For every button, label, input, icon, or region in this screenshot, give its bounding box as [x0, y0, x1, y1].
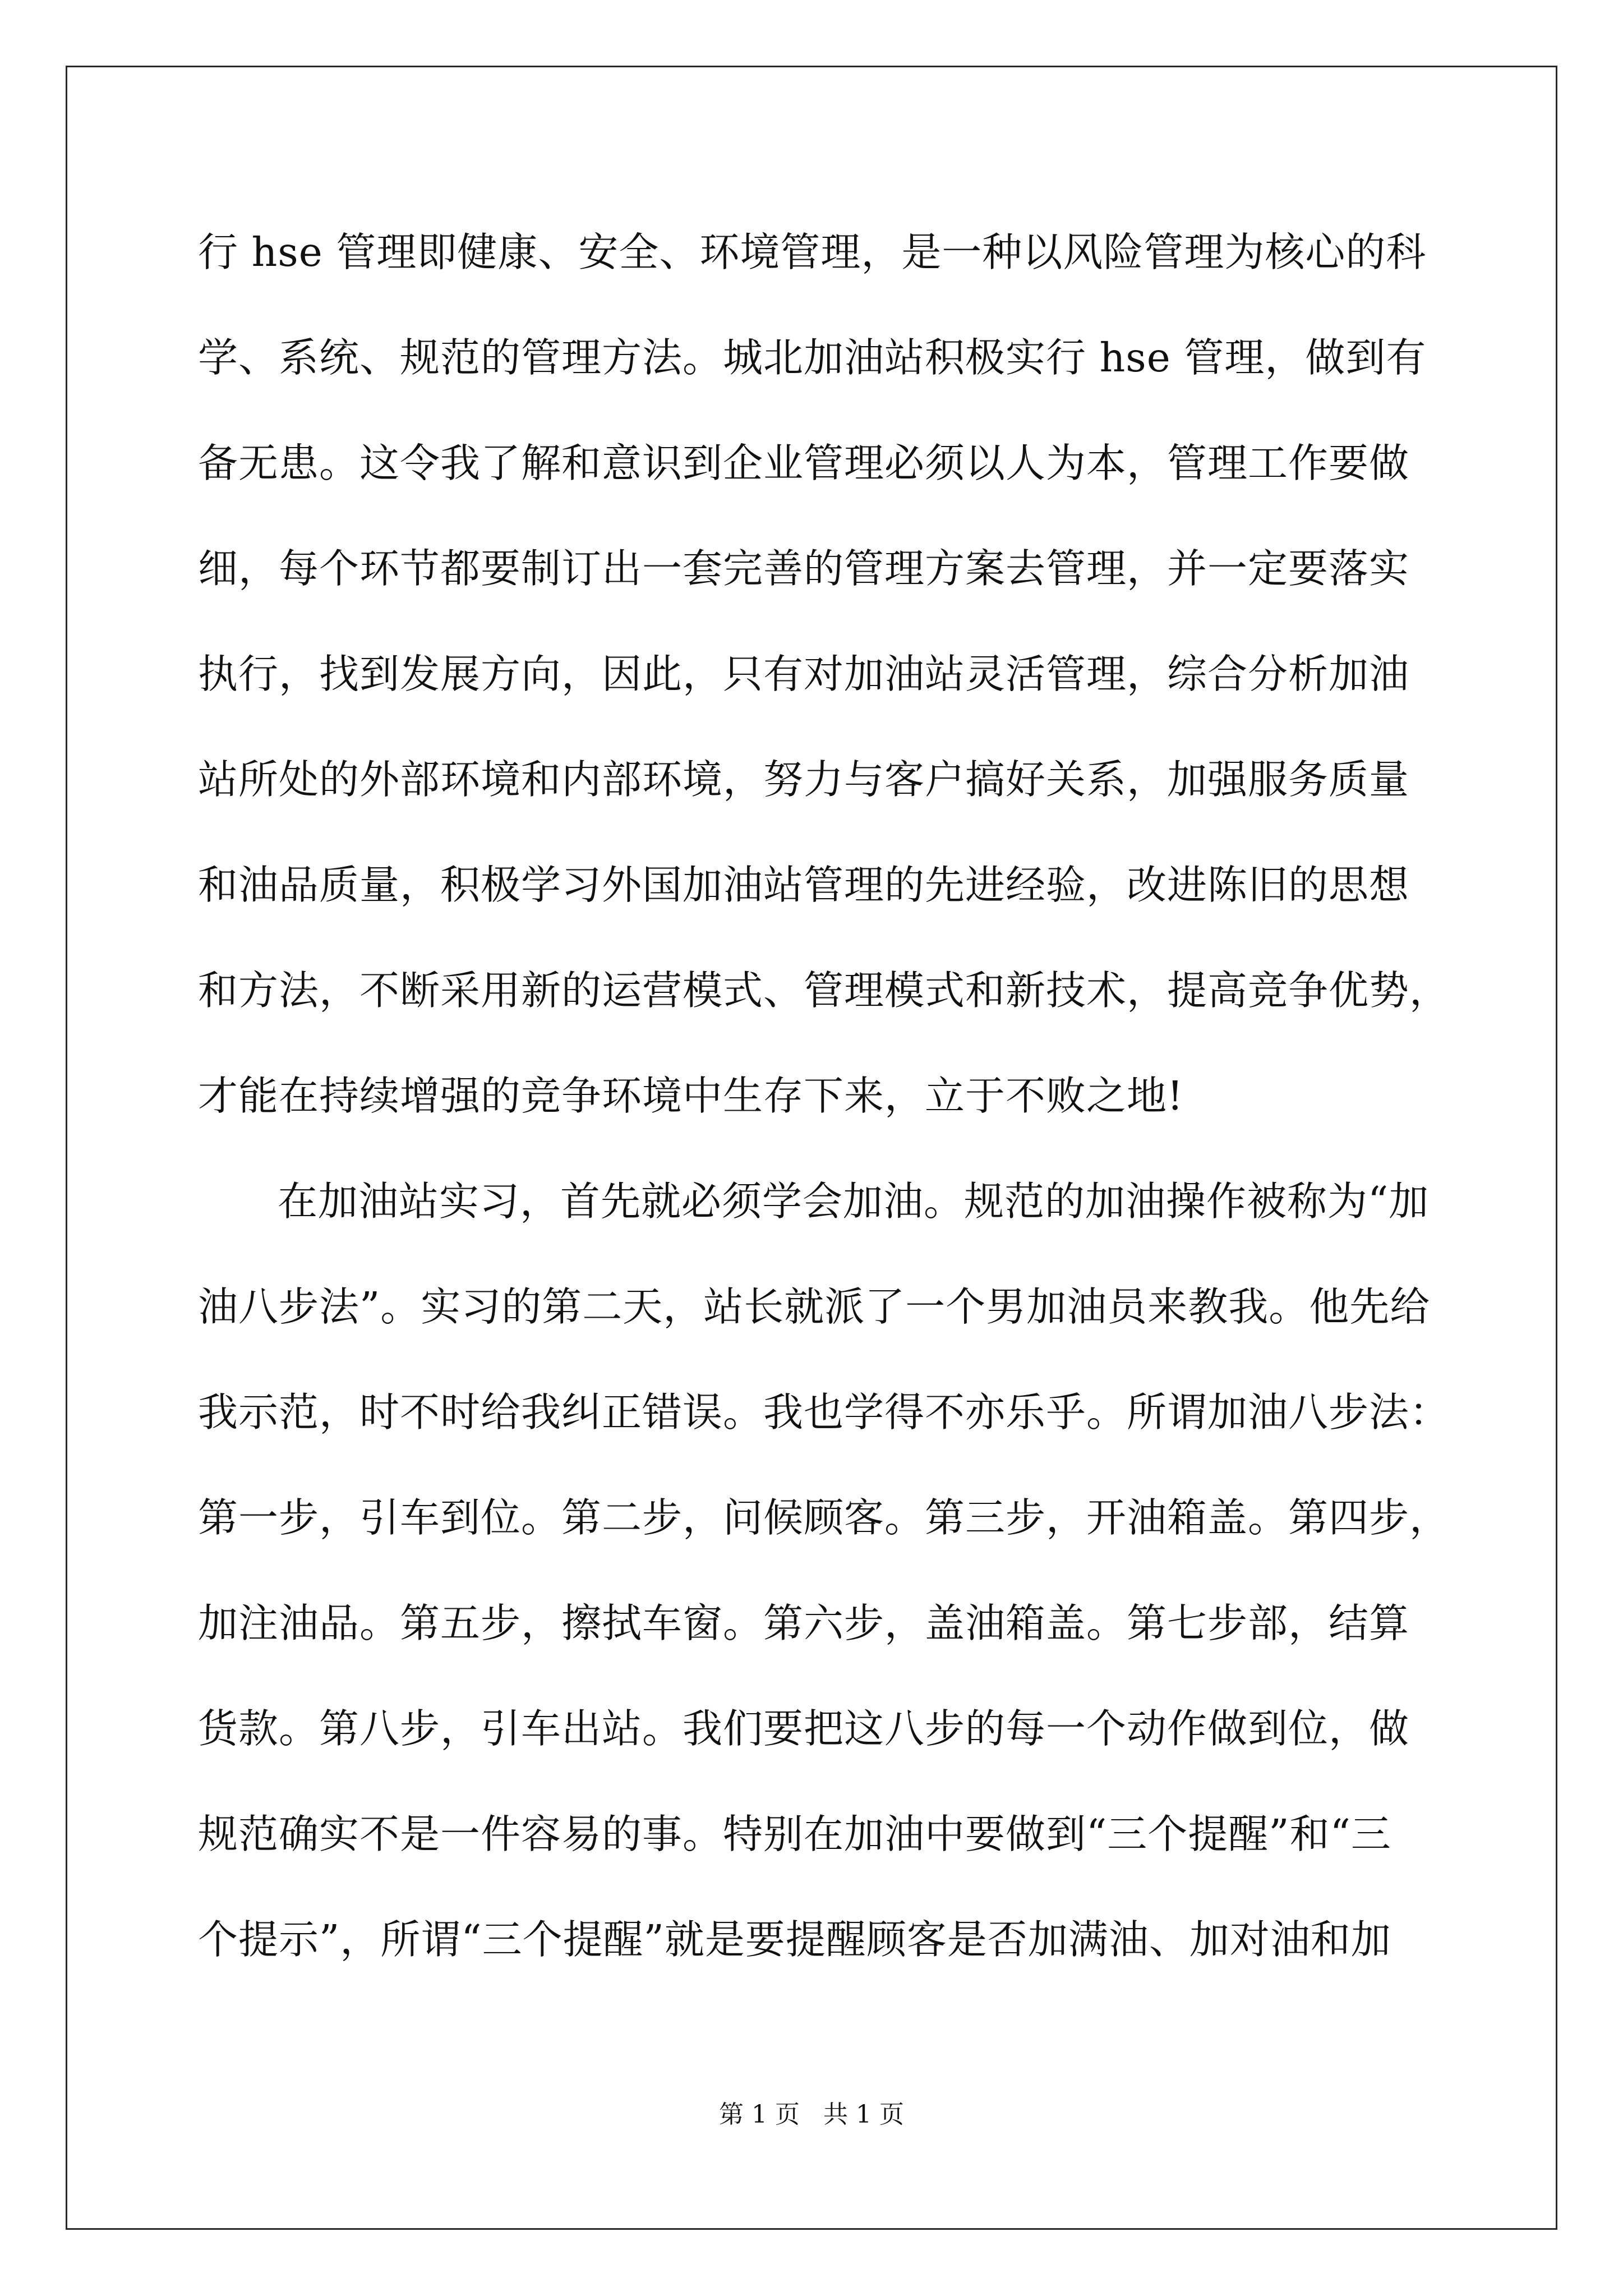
text-line: 加注油品。第五步，擦拭车窗。第六步，盖油箱盖。第七步部，结算	[198, 1600, 1410, 1646]
text-line: 货款。第八步，引车出站。我们要把这八步的每一个动作做到位，做	[198, 1705, 1410, 1752]
text-line: 执行，找到发展方向，因此，只有对加油站灵活管理，综合分析加油	[198, 651, 1410, 697]
text-line: 个提示”，所谓“三个提醒”就是要提醒顾客是否加满油、加对油和加	[198, 1916, 1391, 1963]
text-line: 我示范，时不时给我纠正错误。我也学得不亦乐乎。所谓加油八步法：	[198, 1389, 1450, 1435]
text-line: 细，每个环节都要制订出一套完善的管理方案去管理，并一定要落实	[198, 545, 1410, 592]
text-line: 和油品质量，积极学习外国加油站管理的先进经验，改进陈旧的思想	[198, 862, 1410, 908]
text-line: 规范确实不是一件容易的事。特别在加油中要做到“三个提醒”和“三	[198, 1811, 1391, 1857]
text-line: 油八步法”。实习的第二天，站长就派了一个男加油员来教我。他先给	[198, 1283, 1431, 1330]
page-footer: 第 1 页 共 1 页	[719, 2100, 904, 2129]
text-line: 第一步，引车到位。第二步，问候顾客。第三步，开油箱盖。第四步，	[198, 1494, 1450, 1541]
text-line: 站所处的外部环境和内部环境，努力与客户搞好关系，加强服务质量	[198, 756, 1410, 803]
text-line: 才能在持续增强的竞争环境中生存下来，立于不败之地!	[198, 1073, 1184, 1119]
text-line: 学、系统、规范的管理方法。城北加油站积极实行 hse 管理，做到有	[198, 334, 1427, 381]
text-line: 和方法，不断采用新的运营模式、管理模式和新技术，提高竞争优势，	[198, 967, 1450, 1014]
text-line: 行 hse 管理即健康、安全、环境管理，是一种以风险管理为核心的科	[198, 229, 1427, 275]
text-line: 备无患。这令我了解和意识到企业管理必须以人为本，管理工作要做	[198, 440, 1410, 486]
paragraph-first-line: 在加油站实习，首先就必须学会加油。规范的加油操作被称为“加	[278, 1178, 1430, 1225]
document-body	[198, 219, 1450, 2012]
